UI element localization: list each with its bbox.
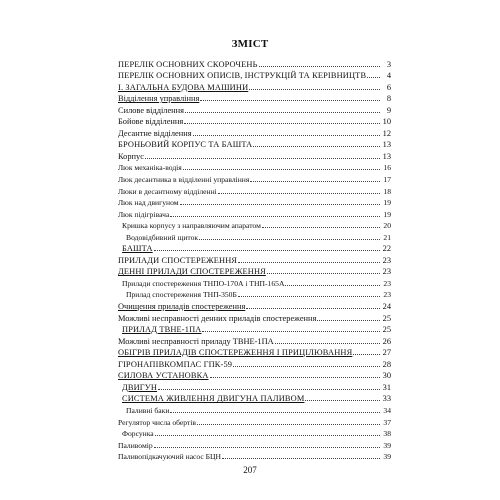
toc-entry [118,415,391,427]
toc-entry-page: 30 [382,371,391,381]
toc-entry-page: 34 [383,405,391,415]
toc-entry-label: ДЕННІ ПРИЛАДИ СПОСТЕРЕЖЕННЯ [118,267,266,277]
toc-entry-page: 25 [382,313,391,323]
leader-dots [210,371,380,378]
toc-entry-page: 33 [382,394,391,404]
leader-dots [353,348,380,355]
leader-dots [154,441,380,448]
toc-entry-page: 12 [382,128,391,138]
toc-entry-page: 19 [383,198,391,208]
leader-dots [202,325,380,332]
toc-entry-page: 13 [382,151,391,161]
toc-entry-label: БРОНЬОВИЙ КОРПУС ТА БАШТА [118,140,253,150]
page-title: ЗМІСТ [231,38,269,50]
toc-entry [118,207,391,219]
toc-entry-label: Очищення приладів спостереження [118,302,246,312]
toc-entry [118,403,391,415]
toc-entry [118,92,391,104]
leader-dots [317,314,380,321]
toc-entry-label: ПРИЛАДИ СПОСТЕРЕЖЕННЯ [118,255,238,265]
toc-entry-label: Відділення управління [118,94,200,104]
toc-entry-page: 37 [383,417,391,427]
toc-entry [118,253,391,265]
toc-entry-label: Люк десантника в відділенні управління [118,175,250,185]
toc-entry [118,138,391,150]
leader-dots [285,279,380,286]
toc-entry-page: 23 [382,255,391,265]
leader-dots [267,267,380,274]
toc-entry-label: ГІРОНАПІВКОМПАС ГПК-59 [118,359,233,369]
toc-entry [118,196,391,208]
toc-entry-page: 18 [383,186,391,196]
toc-entry-label: Десантне відділення [118,128,192,138]
toc-entry [118,126,391,138]
toc-entry-label: Паливомір [118,440,153,450]
leader-dots [367,71,380,78]
toc-entry [118,346,391,358]
toc-entry [118,276,391,288]
toc-entry [118,115,391,127]
toc-entry [118,311,391,323]
toc-entry-page: 20 [383,221,391,231]
toc-entry-label: Силове відділення [118,105,184,115]
leader-dots [275,337,380,344]
toc-entry-page: 26 [382,336,391,346]
leader-dots [233,360,380,367]
leader-dots [305,394,380,401]
toc-entry-page: 24 [382,302,391,312]
leader-dots [259,60,380,67]
toc-entry-page: 23 [383,278,391,288]
leader-dots [180,198,380,205]
toc-entry-label: Паливні баки [126,405,170,415]
toc-entry [118,392,391,404]
leader-dots [238,290,380,297]
toc-entry [118,427,391,439]
leader-dots [246,302,380,309]
toc-entry-page: 17 [383,175,391,185]
toc-entry-label: ОБІГРІВ ПРИЛАДІВ СПОСТЕРЕЖЕННЯ І ПРИЦІЛЮВАННЯ [118,348,353,358]
page-number: 207 [243,465,257,475]
toc-entry-page: 28 [382,359,391,369]
toc-entry [118,230,391,242]
toc-entry [118,172,391,184]
leader-dots [197,418,380,425]
toc-entry-page: 22 [382,244,391,254]
toc-entry [118,380,391,392]
table-of-contents [118,57,391,461]
toc-entry-label: Форсунка [122,429,154,439]
toc-entry-page: 23 [382,267,391,277]
leader-dots [262,221,380,228]
toc-entry-page: 23 [383,290,391,300]
toc-entry [118,450,391,462]
leader-dots [183,163,380,170]
toc-entry [118,265,391,277]
toc-entry [118,323,391,335]
toc-entry-label: Можливі несправності приладу ТВНЕ-1ПА [118,336,274,346]
leader-dots [145,152,380,159]
toc-entry [118,149,391,161]
toc-entry-label: ПРИЛАД ТВНЕ-1ПА [122,325,202,335]
toc-entry-label: Можливі несправності денних приладів спостереження [118,313,317,323]
toc-entry-label: Люк підігрівача [118,209,170,219]
toc-entry-page: 9 [386,105,391,115]
toc-entry [118,288,391,300]
toc-entry-label: Люки в десантному відділенні [118,186,217,196]
leader-dots [158,383,380,390]
leader-dots [155,429,380,436]
toc-entry-label: Регулятор числа обертів [118,417,197,427]
toc-entry-page: 6 [386,82,391,92]
toc-entry [118,369,391,381]
leader-dots [185,106,380,113]
toc-entry-label: СИЛОВА УСТАНОВКА [118,371,209,381]
leader-dots [253,140,380,147]
toc-entry-label: ДВИГУН [122,382,158,392]
toc-entry [118,103,391,115]
toc-entry-label: Люк над двигуном [118,198,179,208]
toc-entry [118,69,391,81]
toc-entry [118,57,391,69]
leader-dots [218,187,380,194]
toc-entry-page: 38 [383,429,391,439]
toc-entry-page: 25 [382,325,391,335]
toc-entry-label: Корпус [118,151,144,161]
leader-dots [170,210,380,217]
toc-entry [118,161,391,173]
toc-entry-page: 21 [383,232,391,242]
toc-entry-page: 3 [386,59,391,69]
toc-entry-page: 27 [382,348,391,358]
toc-entry [118,242,391,254]
toc-entry-label: Люк механіка-водія [118,163,182,173]
leader-dots [238,256,380,263]
toc-entry-label: Бойове відділення [118,117,184,127]
toc-entry-page: 31 [382,382,391,392]
toc-entry-label: Кришка корпусу з направляючим апаратом [122,221,261,231]
toc-entry-label: Паливопідкачуючий насос БЦН [118,452,222,462]
leader-dots [154,244,380,251]
toc-entry-page: 39 [383,440,391,450]
leader-dots [250,175,380,182]
leader-dots [199,233,380,240]
toc-entry [118,219,391,231]
toc-entry-page: 13 [382,140,391,150]
toc-entry-label: І. ЗАГАЛЬНА БУДОВА МАШИНИ [118,82,249,92]
leader-dots [249,83,380,90]
leader-dots [184,117,380,124]
toc-entry [118,184,391,196]
toc-entry-page: 4 [386,71,391,81]
leader-dots [222,452,380,459]
toc-entry [118,357,391,369]
toc-entry [118,80,391,92]
toc-entry-label: ПЕРЕЛІК ОСНОВНИХ ОПИСІВ, ІНСТРУКЦІЙ ТА КЕРІВНИЦТВ [118,71,367,81]
toc-entry-label: Прилад спостереження ТНП-350Б [126,290,237,300]
toc-entry-page: 16 [383,163,391,173]
toc-entry-label: БАШТА [122,244,153,254]
toc-entry-page: 8 [386,94,391,104]
leader-dots [193,129,380,136]
leader-dots [170,406,380,413]
toc-entry-page: 10 [382,117,391,127]
toc-entry [118,299,391,311]
toc-entry [118,334,391,346]
leader-dots [200,94,380,101]
toc-entry [118,438,391,450]
toc-entry-label: ПЕРЕЛІК ОСНОВНИХ СКОРОЧЕНЬ [118,59,258,69]
toc-entry-label: СИСТЕМА ЖИВЛЕННЯ ДВИГУНА ПАЛИВОМ [122,394,305,404]
toc-entry-label: Прилади спостереження ТНПО-170А і ТНП-165А [122,278,285,288]
toc-entry-label: Водовідбивний щиток [126,232,199,242]
toc-entry-page: 39 [383,452,391,462]
toc-entry-page: 19 [383,209,391,219]
